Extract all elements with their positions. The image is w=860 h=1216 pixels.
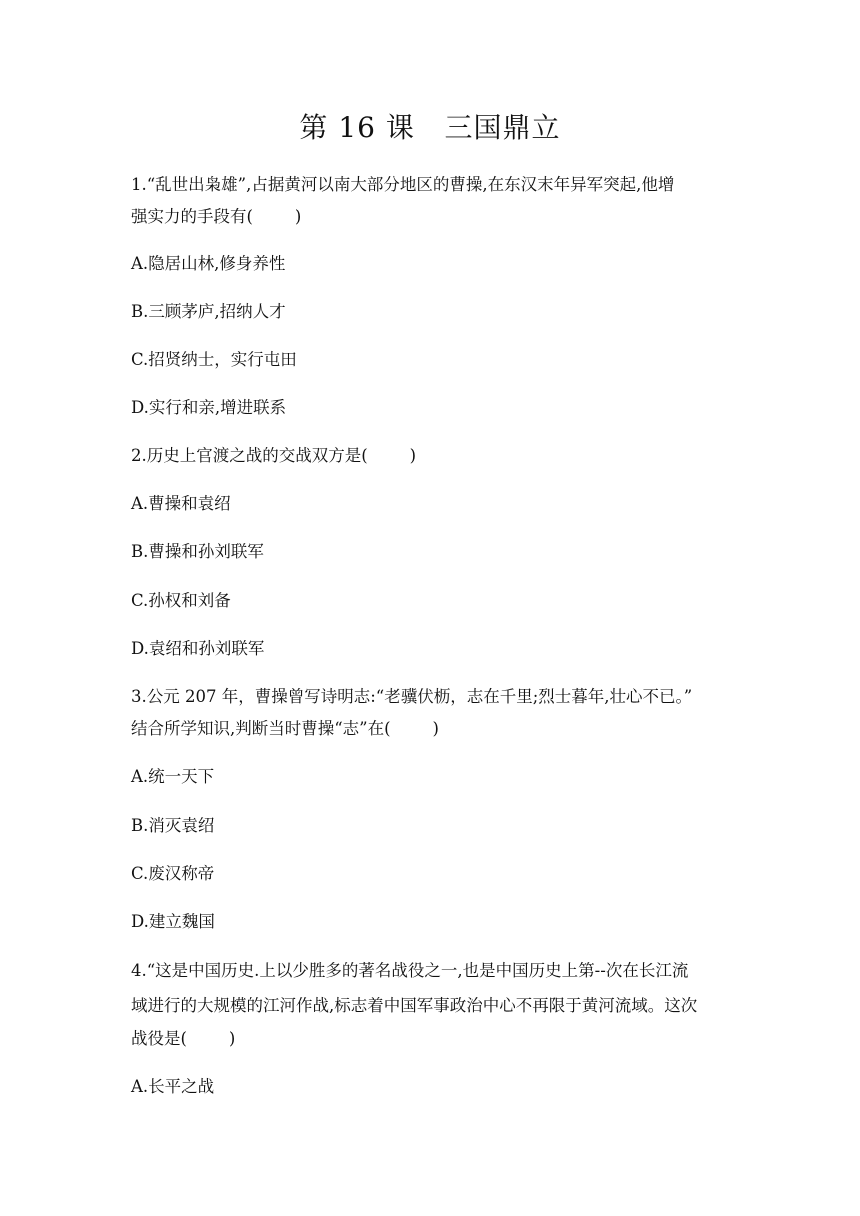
question-1-line-1: 1.“乱世出枭雄”,占据黄河以南大部分地区的曹操,在东汉末年异军突起,他增	[131, 175, 675, 194]
question-3-option-d: D.建立魏国	[131, 912, 215, 931]
question-3-option-a: A.统一天下	[131, 767, 215, 786]
question-2-option-a: A.曹操和袁绍	[131, 494, 231, 513]
question-3-line-2: 结合所学知识,判断当时曹操“志”在( )	[131, 719, 439, 738]
question-1-option-c: C.招贤纳士，实行屯田	[131, 350, 297, 369]
question-3-line-1: 3.公元 207 年，曹操曾写诗明志:“老骥伏枥，志在千里;烈士暮年,壮心不已。”	[131, 687, 693, 706]
question-1-option-b: B.三顾茅庐,招纳人才	[131, 302, 286, 321]
question-2-option-b: B.曹操和孙刘联军	[131, 542, 264, 561]
question-1-line-2: 强实力的手段有( )	[131, 207, 302, 226]
page-title: 第 16 课 三国鼎立	[299, 111, 561, 144]
question-1-option-a: A.隐居山林,修身养性	[131, 254, 286, 273]
question-2-option-d: D.袁绍和孙刘联军	[131, 639, 265, 658]
question-4-option-a: A.长平之战	[131, 1077, 215, 1096]
question-1-option-d: D.实行和亲,增进联系	[131, 398, 287, 417]
question-3-option-c: C.废汉称帝	[131, 864, 215, 883]
question-2-line-1: 2.历史上官渡之战的交战双方是( )	[131, 446, 417, 465]
question-4-line-3: 战役是( )	[131, 1029, 236, 1048]
question-2-option-c: C.孙权和刘备	[131, 591, 231, 610]
question-3-option-b: B.消灭袁绍	[131, 816, 215, 835]
question-4-line-1: 4.“这是中国历史.上以少胜多的著名战役之一,也是中国历史上第--次在长江流	[131, 961, 689, 980]
question-4-line-2: 域进行的大规模的江河作战,标志着中国军事政治中心不再限于黄河流域。这次	[131, 996, 698, 1015]
